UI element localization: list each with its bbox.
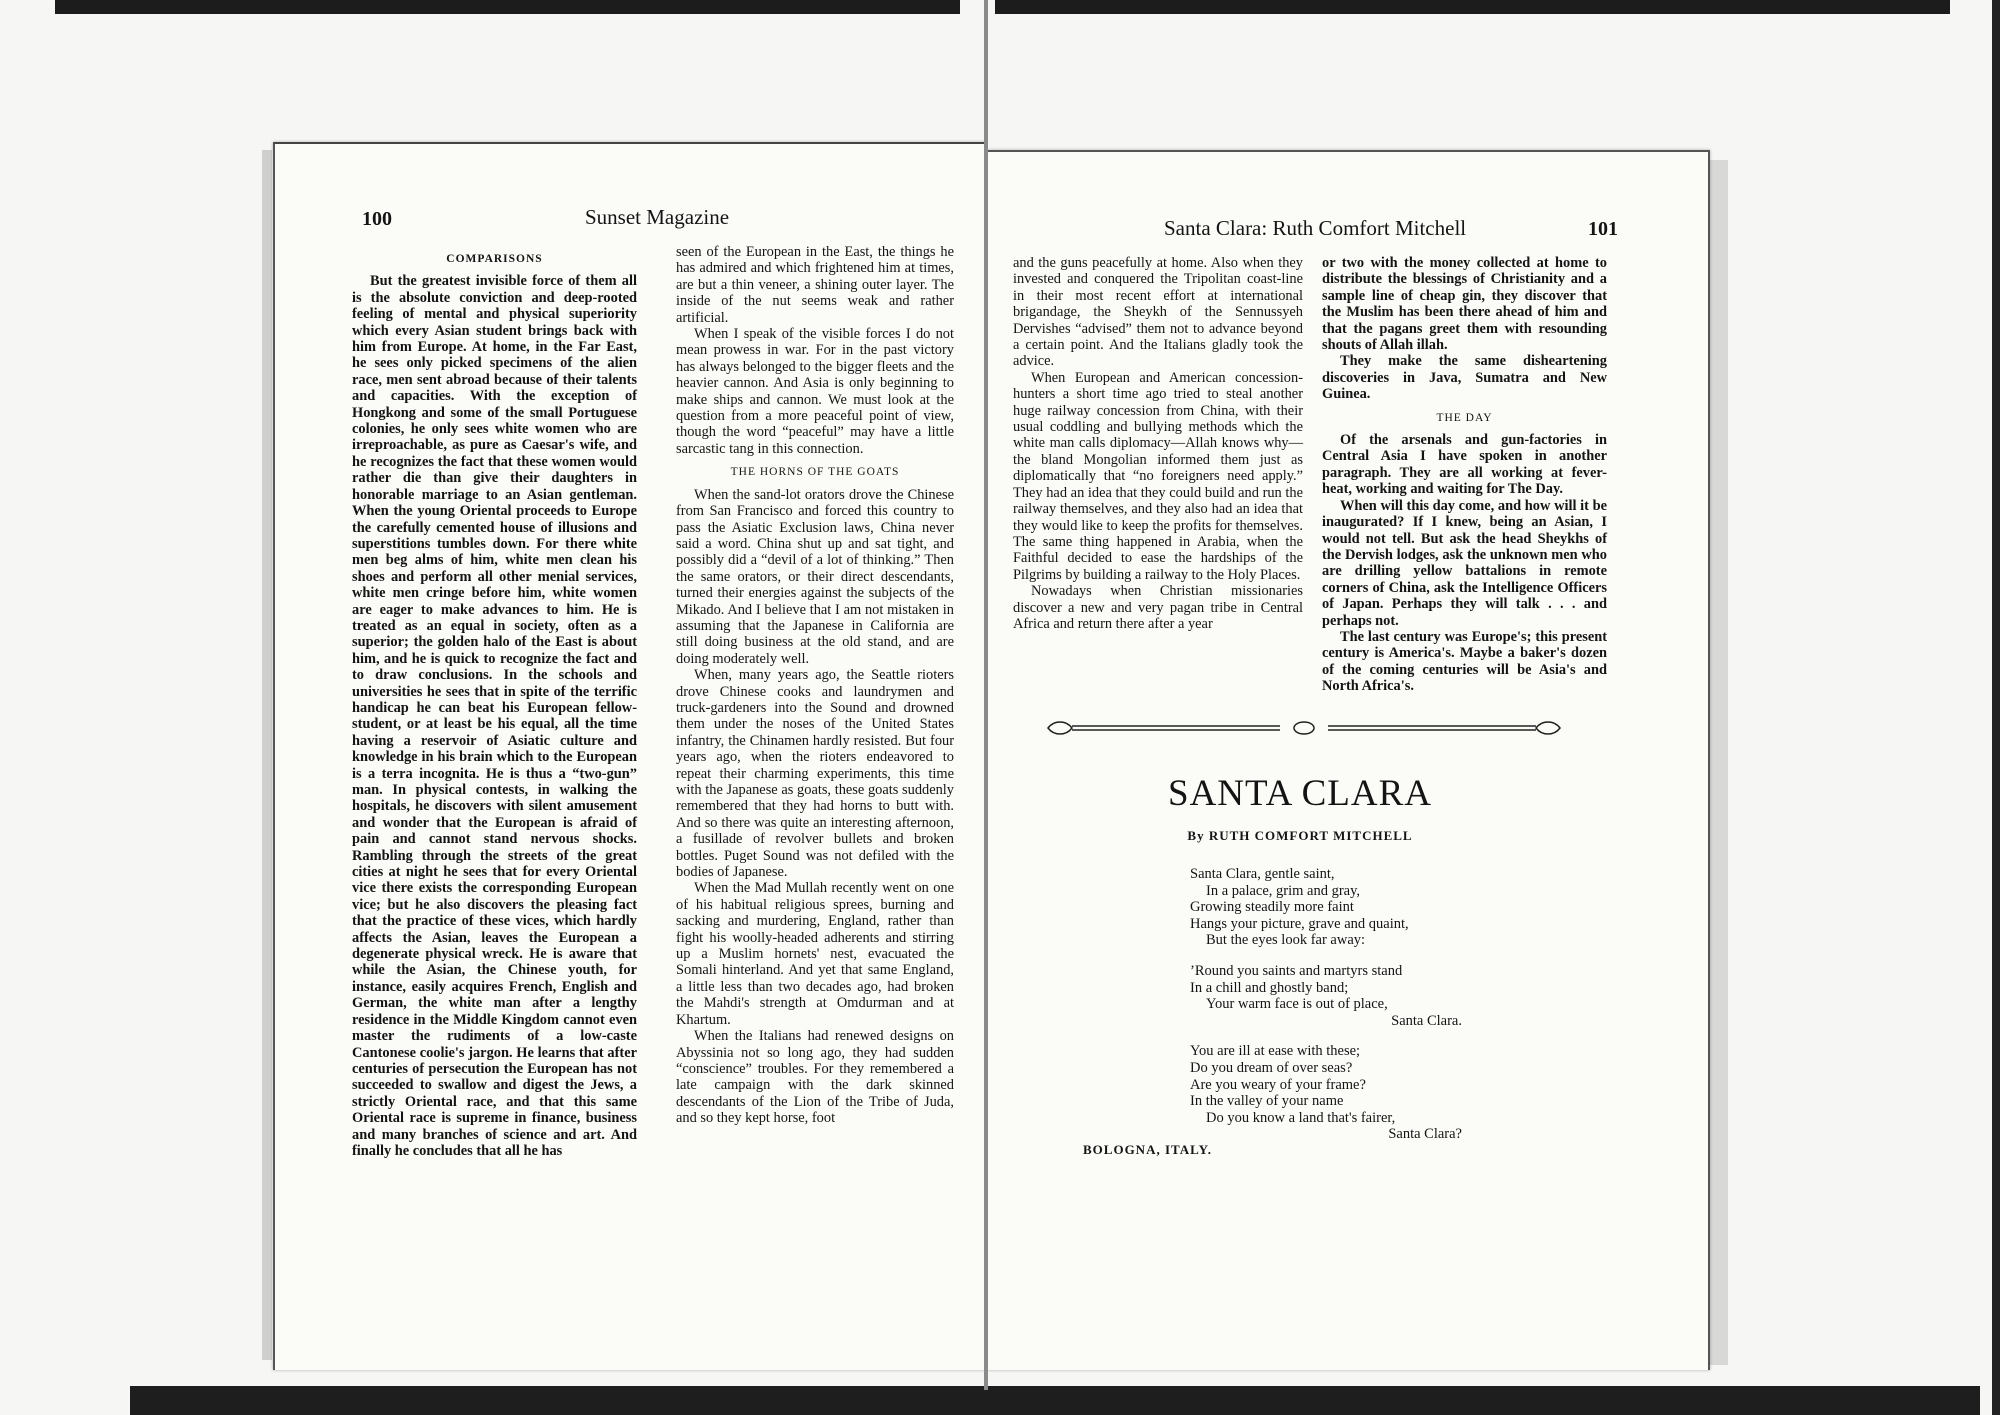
paragraph: They make the same disheartening discoveries in Java, Sumatra and New Guinea. (1322, 353, 1607, 403)
subhead-horns-of-goats: THE HORNS OF THE GOATS (730, 466, 900, 479)
poem-line: In the valley of your name (1190, 1093, 1344, 1110)
poem-line: In a palace, grim and gray, (1206, 882, 1361, 899)
page-edge-right (1709, 160, 1728, 1365)
poem-line: Your warm face is out of place, (1206, 996, 1388, 1013)
paragraph: When the Italians had renewed designs on Abyssinia not so long ago, they had sudden “conscience” troubles. For they remembered a late campaign with the dark skinned descendants of the Lion of the Tribe of Juda, and so they kept horse, foot (676, 1028, 954, 1127)
ornamental-rule (1044, 716, 1564, 740)
poem-line: Do you dream of over seas? (1190, 1059, 1353, 1076)
scan-border-right (1992, 0, 2000, 1415)
right-page-number: 101 (1588, 218, 1618, 240)
right-column-1 (1013, 255, 1303, 632)
right-column-2 (1322, 255, 1607, 695)
poem-line: Do you know a land that's fairer, (1206, 1109, 1396, 1126)
poem-refrain: Santa Clara? (1388, 1126, 1462, 1143)
poem-line: You are ill at ease with these; (1190, 1043, 1361, 1060)
paragraph: When will this day come, and how will it be inaugurated? If I knew, being an Asian, I would not tell. But ask the head Sheykhs of the Dervish lodges, ask the unknown men who are drilling yellow battalions in remote corners of China, ask the Intelligence Officers of Japan. Perhaps they will talk . . . and perhaps not. (1322, 497, 1607, 629)
poem-line: Growing steadily more faint (1190, 899, 1354, 916)
poem-title: SANTA CLARA (1168, 773, 1432, 814)
scan-border-top-left (55, 0, 960, 14)
paragraph: When the Mad Mullah recently went on one of his habitual religious sprees, burning and sacking and murdering, England, rather than fight his woolly-headed adherents and stirring up a Muslim hornets' nest, evacuated the Somali hinterland. And yet that same England, a little less than two decades ago, had broken the Mahdi's strength at Omdurman and at Khartum. (676, 880, 954, 1028)
subhead-the-day: THE DAY (1436, 411, 1493, 424)
stanza-2 (1190, 963, 1470, 1029)
paragraph: or two with the money collected at home to distribute the blessings of Christianity and a sample line of cheap gin, they discover that the Muslim has been there ahead of him and that the pagans greet them with resounding shouts of Allah illah. (1322, 255, 1607, 354)
paragraph: Nowadays when Christian missionaries discover a new and very pagan tribe in Central Africa and return there after a year (1013, 583, 1303, 632)
paragraph: When, many years ago, the Seattle rioters drove Chinese cooks and laundrymen and truck-gardeners into the Sound and drowned them under the noses of the United States infantry, the Chinamen hardly resisted. But four years ago, when the rioters endeavored to repeat their charming experiments, this time with the Japanese as goats, these goats suddenly remembered that they had horns to butt with. And so there was quite an interesting afternoon, a fusillade of revolver bullets and broken bottles. Puget Sound was not defiled with the bodies of Japanese. (676, 667, 954, 881)
poem-line: Hangs your picture, grave and quaint, (1190, 915, 1409, 932)
scan-border-top-right (995, 0, 1950, 14)
paragraph: seen of the European in the East, the things he has admired and which frightened him at times, are but a thin veneer, a shining outer layer. The inside of the nut seems weak and rather artificial. (676, 244, 954, 326)
stanza-1 (1190, 866, 1470, 949)
poem-refrain: Santa Clara. (1391, 1012, 1462, 1029)
left-page-number: 100 (362, 208, 392, 230)
paragraph: The last century was Europe's; this present century is America's. Maybe a baker's dozen of the coming centuries will be Asia's and North Africa's. (1322, 628, 1607, 695)
poem-line: Are you weary of your frame? (1190, 1076, 1366, 1093)
poem-line: ’Round you saints and martyrs stand (1190, 962, 1403, 979)
scan-border-bottom (130, 1386, 1980, 1415)
paragraph: and the guns peacefully at home. Also when they invested and conquered the Tripolitan coast-line in their most recent effort at international brigandage, the Sheykh of the Sennussyeh Dervishes “advised” them not to advance beyond a certain point. And the Italians gladly took the advice. (1013, 255, 1303, 370)
paragraph: But the greatest invisible force of them all is the absolute conviction and deep-rooted feeling of mental and physical superiority which every Asian student brings back with him from Europe. At home, in the Far East, he sees only picked specimens of the alien race, men sent abroad because of their talents and capacities. With the exception of Hongkong and some of the small Portuguese colonies, he only sees white women who are irreproachable, as pure as Caesar's wife, and he recognizes the fact that these women would rather die than give their daughters in honorable marriage to an Asian gentleman. When the young Oriental proceeds to Europe the carefully cemented house of illusions and superstitions tumbles down. For there white men beg alms of him, white men clean his shoes and perform all other menial services, white men cringe before him, white women are eager to make advances to him. He is treated as an equal in society, often as a superior; the golden halo of the East is about him, and he is quick to recognize the fact and to draw conclusions. In the schools and universities he sees that in spite of the terrific handicap he can beat his European fellow-student, or at least be his equal, all the time having a reservoir of Asiatic culture and knowledge in his brain which to the European is a terra incognita. He is thus a “two-gun” man. In physical contests, in walking the hospitals, he discovers with silent amusement and wonder that the European is afraid of pain and cannot stand nervous shocks. Rambling through the streets of the great cities at night he sees that for every Oriental vice there exists the corresponding European vice; but he also discovers the pleasing fact that the practice of these vices, which hardly affects the Asian, leaves the European a degenerate physical wreck. He is aware that while the Asian, the Chinese youth, for instance, easily acquires French, English and German, the white man after a lengthy residence in the Middle Kingdom cannot even master the rudiments of a low-caste Cantonese coolie's jargon. He learns that after centuries of persecution the European has not succeeded to swallow and digest the Jews, a strictly Oriental race, and that this same Oriental race is supreme in finance, business and many branches of science and art. And finally he concludes that all he has (352, 273, 637, 1159)
paragraph: When I speak of the visible forces I do not mean prowess in war. For in the past victory has always belonged to the bigger fleets and the heavier cannon. And Asia is only beginning to make ships and cannon. We must look at the question from a more peaceful point of view, though the word “peaceful” may have a little sarcastic tang in this connection. (676, 326, 954, 457)
poem-line: Santa Clara, gentle saint, (1190, 866, 1335, 882)
poem-line: In a chill and ghostly band; (1190, 979, 1349, 996)
subhead-comparisons: COMPARISONS (446, 253, 543, 265)
paragraph: Of the arsenals and gun-factories in Central Asia I have spoken in another paragraph. They are all working at fever-heat, working and waiting for The Day. (1322, 432, 1607, 498)
left-running-head: Sunset Magazine (585, 205, 730, 229)
left-column-2 (676, 244, 954, 1127)
left-column-1 (352, 244, 637, 1159)
poem-byline: By RUTH COMFORT MITCHELL (1187, 828, 1413, 843)
paragraph: When European and American concession-hunters a short time ago tried to steal another huge railway concession from China, with their usual coddling and bullying methods which the white man calls diplomacy—Allah knows why—the bland Mongolian informed them just as diplomatically that “no foreigners need apply.” They had an idea that they could build and run the railway themselves, and they also had an idea that they would like to keep the profits for themselves. The same thing happened in Arabia, when the Faithful decided to ease the hardships of the Pilgrims by building a railway to the Holy Places. (1013, 369, 1303, 583)
poem-body (1190, 866, 1470, 1157)
paragraph: When the sand-lot orators drove the Chinese from San Francisco and forced this country to pass the Asiatic Exclusion laws, China never said a word. China shut up and sat tight, and possibly did a “devil of a lot of thinking.” Then the same orators, or their direct descendants, turned their energies against the subjects of the Mikado. And I believe that I am not mistaken in assuming that the Japanese in California are still doing business at the old stand, and are doing moderately well. (676, 486, 954, 667)
book-gutter (984, 0, 988, 1390)
poem-line: But the eyes look far away: (1206, 932, 1366, 949)
right-running-head: Santa Clara: Ruth Comfort Mitchell (1164, 216, 1467, 240)
poem-place: BOLOGNA, ITALY. (1083, 1142, 1213, 1157)
stanza-3 (1190, 1043, 1470, 1143)
page-edge-left (262, 150, 272, 1360)
